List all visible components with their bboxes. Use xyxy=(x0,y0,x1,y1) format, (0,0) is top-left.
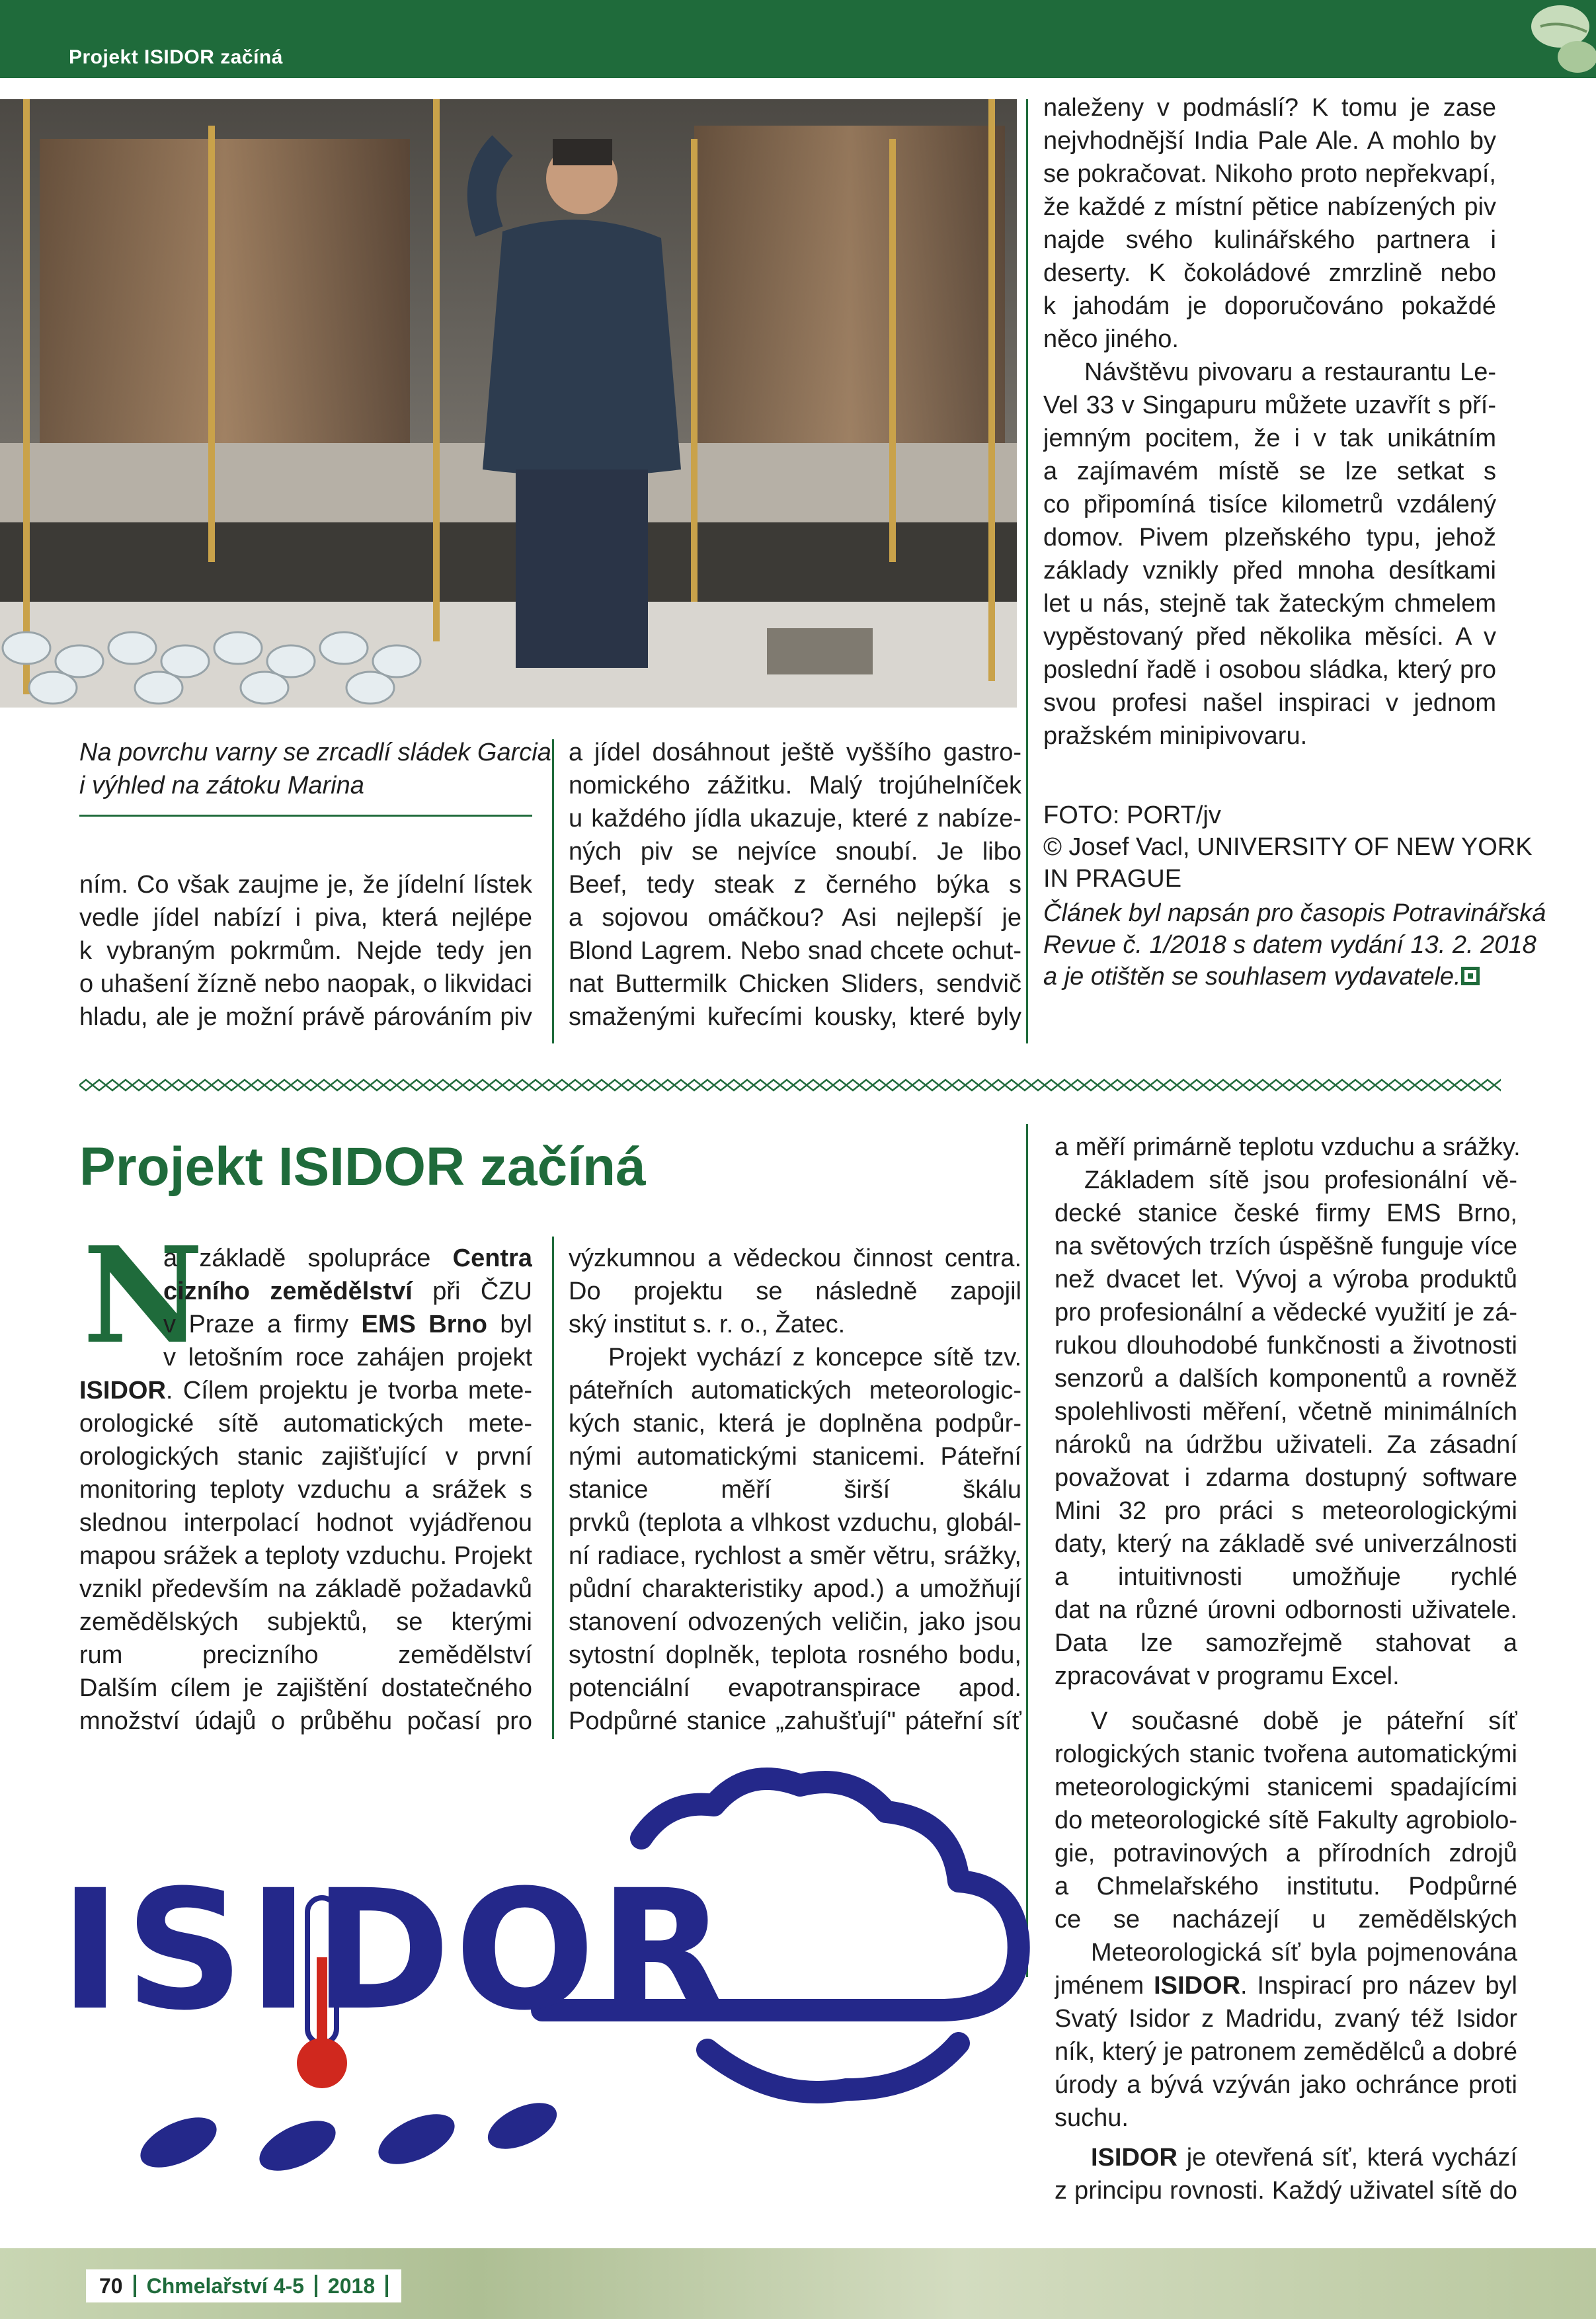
end-mark-icon xyxy=(1461,967,1480,985)
article-title: Projekt ISIDOR začíná xyxy=(79,1137,646,1197)
brewery-photo xyxy=(0,99,1017,708)
text-line: smaženými kuřecími kousky, které byly xyxy=(569,1003,1021,1031)
section-separator xyxy=(79,1078,1501,1092)
drop-cap: N xyxy=(83,1218,204,1373)
text-line: vznikl především na základě požadavků xyxy=(79,1575,532,1603)
text-line: spolehlivosti měření, včetně minimálních xyxy=(1055,1398,1517,1426)
text-line: nomického zážitku. Malý trojúhelníček xyxy=(569,772,1021,799)
text-line: a sojovou omáčkou? Asi nejlepší je xyxy=(569,904,1021,932)
text-line: zpracovávat v programu Excel. xyxy=(1055,1662,1400,1690)
text-line: orologické sítě automatických mete- xyxy=(79,1410,532,1438)
text-line: nároků na údržbu uživateli. Za zásadní xyxy=(1055,1431,1517,1459)
text-line: rum precizního zemědělství xyxy=(79,1641,532,1669)
text-line: stanice měří širší škálu xyxy=(569,1476,1021,1504)
text-line: co připomíná tisíce kilometrů vzdálený xyxy=(1043,491,1496,518)
text-line: Dalším cílem je zajištění dostatečného xyxy=(79,1674,532,1702)
text-line: suchu. xyxy=(1055,2104,1129,2132)
text-line: v letošním roce zahájen projekt xyxy=(163,1344,532,1371)
text-line: ce se nacházejí u zemědělských xyxy=(1055,1906,1517,1933)
text-line: v Praze a firmy EMS Brno byl xyxy=(163,1311,532,1338)
text-line: z principu rovnosti. Každý uživatel sítě do xyxy=(1055,2177,1517,2205)
text-line: na světových trzích úspěšně funguje více xyxy=(1055,1233,1517,1260)
text-line: a Chmelařského institutu. Podpůrné xyxy=(1055,1873,1517,1900)
text-line: Vel 33 v Singapuru můžete uzavřít s pří- xyxy=(1043,391,1496,419)
text-line: pražském minipivovaru. xyxy=(1043,722,1308,750)
text-line: let u nás, stejně tak žateckým chmelem xyxy=(1043,590,1496,618)
publication-note: Revue č. 1/2018 s datem vydání 13. 2. 2018 xyxy=(1043,931,1536,959)
text-line: a intuitivnosti umožňuje rychlé xyxy=(1055,1563,1517,1591)
text-line: kých stanic, která je doplněna podpůr- xyxy=(569,1410,1021,1438)
text-line: najde svého kulinářského partnera i xyxy=(1043,226,1496,254)
page-number: 70 xyxy=(99,2273,123,2298)
text-line: sytostní doplněk, teplota rosného bodu, xyxy=(569,1641,1021,1669)
text-line: dat na různé úrovni odbornosti uživatele. xyxy=(1055,1596,1517,1624)
issue-year: 2018 xyxy=(327,2273,376,2298)
text-line: do meteorologické sítě Fakulty agrobiolo- xyxy=(1055,1807,1517,1834)
column-divider xyxy=(552,739,554,1043)
column-divider xyxy=(552,1237,554,1739)
text-line: ník, který je patronem zemědělců a dobré xyxy=(1055,2038,1517,2066)
text-line: úrody a bývá vzýván jako ochránce proti xyxy=(1055,2071,1517,2099)
text-line: u každého jídla ukazuje, které z nabíze- xyxy=(569,805,1021,833)
text-line: ISIDOR je otevřená síť, která vychází xyxy=(1091,2144,1517,2172)
text-line: nými automatickými stanicemi. Páteřní xyxy=(569,1443,1021,1471)
text-line: pro profesionální a vědecké využití je zá- xyxy=(1055,1299,1517,1326)
text-line: ní radiace, rychlost a směr větru, srážky, xyxy=(569,1542,1021,1570)
text-line: prvků (teplota a vlhkost vzduchu, globál- xyxy=(569,1509,1021,1537)
text-line: nat Buttermilk Chicken Sliders, sendvič xyxy=(569,970,1021,998)
text-line: Svatý Isidor z Madridu, zvaný též Isidor xyxy=(1055,2005,1517,2033)
photo-caption-line: Na povrchu varny se zrcadlí sládek Garcia xyxy=(79,739,551,766)
text-line: Návštěvu pivovaru a restaurantu Le- xyxy=(1084,358,1496,386)
photo-caption-line: i výhled na zátoku Marina xyxy=(79,772,364,799)
text-line: naleženy v podmáslí? K tomu je zase xyxy=(1043,94,1496,122)
text-line: deserty. K čokoládové zmrzlině nebo xyxy=(1043,259,1496,287)
text-line: poslední řadě i osobou sládka, který pro xyxy=(1043,656,1496,684)
text-line: množství údajů o průběhu počasí pro xyxy=(79,1707,532,1735)
text-line: Meteorologická síť byla pojmenována xyxy=(1091,1939,1517,1967)
text-line: Mini 32 pro práci s meteorologickými xyxy=(1055,1497,1517,1525)
text-line: půdní charakteristiky apod.) a umožňují xyxy=(569,1575,1021,1603)
text-line: že každé z místní pětice nabízených piv xyxy=(1043,193,1496,221)
text-line: V současné době je páteřní síť xyxy=(1091,1707,1517,1735)
text-line: cizního zemědělství při ČZU xyxy=(163,1278,532,1305)
text-line: a základě spolupráce Centra xyxy=(163,1244,532,1272)
text-line: ský institut s. r. o., Žatec. xyxy=(569,1311,846,1338)
text-line: Projekt vychází z koncepce sítě tzv. xyxy=(608,1344,1021,1371)
text-line: svou profesi našel inspiraci v jednom xyxy=(1043,689,1496,717)
footer-separator xyxy=(315,2275,317,2297)
text-line: senzorů a dalších komponentů a rovněž xyxy=(1055,1365,1517,1393)
text-line: ných piv se nejvíce snoubí. Je libo xyxy=(569,838,1021,866)
text-line: meteorologickými stanicemi spadajícími xyxy=(1055,1773,1517,1801)
text-line: ním. Co však zaujme je, že jídelní lístek xyxy=(79,871,532,899)
publication-note: a je otištěn se souhlasem vydavatele. xyxy=(1043,963,1461,991)
text-line: a jídel dosáhnout ještě vyššího gastro- xyxy=(569,739,1021,766)
running-title: Projekt ISIDOR začíná xyxy=(69,46,283,68)
text-line: k jahodám je doporučováno pokaždé xyxy=(1043,292,1496,320)
text-line: Beef, tedy steak z černého býka s xyxy=(569,871,1021,899)
author-credit: IN PRAGUE xyxy=(1043,865,1182,893)
text-line: o uhašení žízně nebo naopak, o likvidaci xyxy=(79,970,532,998)
text-line: monitoring teploty vzduchu a srážek s xyxy=(79,1476,532,1504)
text-line: Podpůrné stanice „zahušťují" páteřní síť xyxy=(569,1707,1021,1735)
caption-rule xyxy=(79,815,532,817)
text-line: a měří primárně teplotu vzduchu a srážky. xyxy=(1055,1133,1521,1161)
text-line: ISIDOR. Cílem projektu je tvorba mete- xyxy=(79,1377,532,1404)
text-line: daty, který na základě své univerzálnosti xyxy=(1055,1530,1517,1558)
footer-separator xyxy=(134,2275,136,2297)
text-line: než dvacet let. Vývoj a výroba produktů xyxy=(1055,1266,1517,1293)
text-line: orologických stanic zajišťující v první xyxy=(79,1443,532,1471)
text-line: slednou interpolací hodnot vyjádřenou xyxy=(79,1509,532,1537)
footer-label xyxy=(86,2269,401,2302)
text-line: domov. Pivem plzeňského typu, jehož xyxy=(1043,524,1496,551)
text-line: vedle jídel nabízí i piva, která nejlépe xyxy=(79,904,532,932)
author-credit: © Josef Vacl, UNIVERSITY OF NEW YORK xyxy=(1043,833,1533,861)
text-line: Data lze samozřejmě stahovat a xyxy=(1055,1629,1517,1657)
text-line: zemědělských subjektů, se kterými xyxy=(79,1608,532,1636)
text-line: Základem sítě jsou profesionální vě- xyxy=(1084,1166,1517,1194)
column-divider xyxy=(1026,99,1028,1043)
text-line: a zajímavém místě se lze setkat s xyxy=(1043,458,1496,485)
publication-note: Článek byl napsán pro časopis Potravinářská xyxy=(1043,899,1546,927)
text-line: mapou srážek a teploty vzduchu. Projekt xyxy=(79,1542,532,1570)
hop-leaf-decoration xyxy=(1514,0,1596,78)
text-line: něco jiného. xyxy=(1043,325,1179,353)
text-line: základy vznikly před mnoha desítkami xyxy=(1043,557,1496,585)
magazine-name: Chmelařství 4-5 xyxy=(146,2273,304,2298)
text-line: rologických stanic tvořena automatickými xyxy=(1055,1740,1517,1768)
text-line: k vybraným pokrmům. Nejde tedy jen xyxy=(79,937,532,965)
text-line: Blond Lagrem. Nebo snad chcete ochut- xyxy=(569,937,1021,965)
text-line: decké stanice české firmy EMS Brno, xyxy=(1055,1200,1517,1227)
isidor-logo-text: ISIDOR xyxy=(60,1854,731,2047)
text-line: jménem ISIDOR. Inspirací pro název byl xyxy=(1055,1972,1517,2000)
text-line: Do projektu se následně zapojil xyxy=(569,1278,1021,1305)
footer-separator xyxy=(385,2275,388,2297)
text-line: potenciální evapotranspirace apod. xyxy=(569,1674,1021,1702)
isidor-logo xyxy=(46,1759,1038,2182)
text-line: stanovení odvozených veličin, jako jsou xyxy=(569,1608,1021,1636)
text-line: hladu, ale je možní právě párováním piv xyxy=(79,1003,532,1031)
photo-credit: FOTO: PORT/jv xyxy=(1043,801,1221,829)
text-line: páteřních automatických meteorologic- xyxy=(569,1377,1021,1404)
text-line: gie, potravinových a přírodních zdrojů xyxy=(1055,1840,1517,1867)
text-line: výzkumnou a vědeckou činnost centra. xyxy=(569,1244,1021,1272)
text-line: se pokračovat. Nikoho proto nepřekvapí, xyxy=(1043,160,1496,188)
text-line: rukou dlouhodobé funkčnosti a životnosti xyxy=(1055,1332,1517,1360)
text-line: jemným pocitem, že i v tak unikátním xyxy=(1043,425,1496,452)
text-line: vypěstovaný před několika měsíci. A v xyxy=(1043,623,1496,651)
text-line: považovat i zdarma dostupný software xyxy=(1055,1464,1517,1492)
text-line: nejvhodnější India Pale Ale. A mohlo by xyxy=(1043,127,1496,155)
